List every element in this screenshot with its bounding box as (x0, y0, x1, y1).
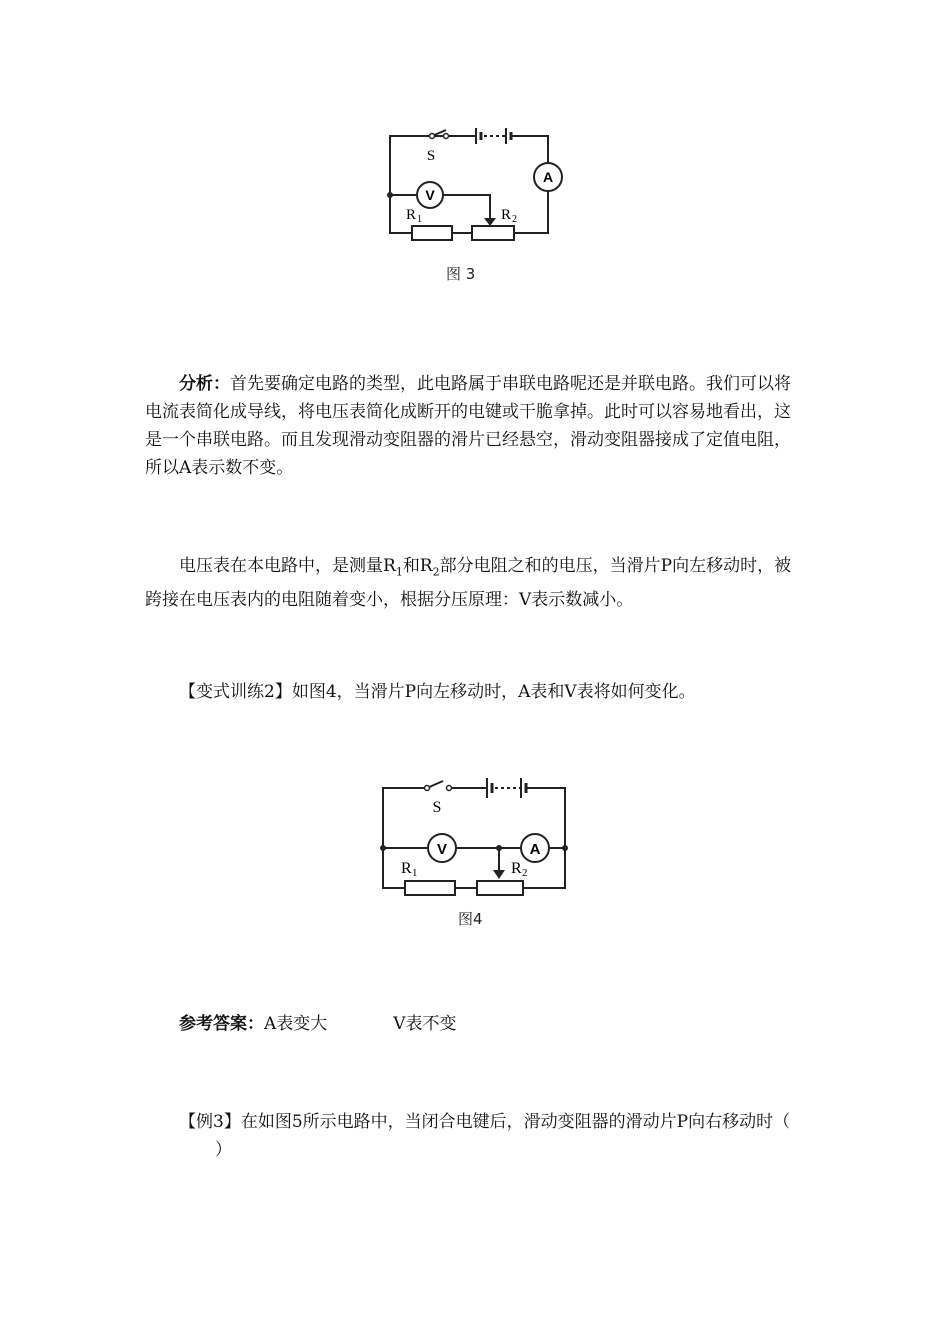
switch-label: S (426, 148, 436, 164)
r1-subscript: 1 (417, 214, 422, 225)
figure-3-caption: 图 3 (446, 265, 476, 283)
voltage-text-3: 部分电阻之和的电压，当滑片P向左移动时，被跨接在电压表内的电阻随着变小，根据分压原理：V表示数减小。 (145, 556, 792, 611)
voltage-text-2: 和R (402, 556, 433, 576)
r2-label-4: R (511, 860, 522, 877)
voltage-sub-2: 2 (432, 565, 440, 579)
example-3-paragraph (145, 1108, 805, 1164)
answer-a: A表变大 (264, 1014, 328, 1034)
voltmeter-label: V (425, 187, 435, 203)
voltage-sub-1: 1 (395, 565, 403, 579)
voltage-paragraph (145, 552, 805, 614)
voltmeter-label-4: V (436, 841, 448, 858)
circuit-diagram-3 (380, 120, 570, 248)
answer-line (179, 1010, 839, 1038)
variant-training-paragraph: 【变式训练2】如图4，当滑片P向左移动时，A表和V表将如何变化。 (179, 682, 696, 702)
analysis-label: 分析： (179, 374, 230, 394)
figure-4-circuit (375, 768, 575, 898)
figure-4-caption: 图4 (458, 910, 483, 928)
voltage-text-1: 电压表在本电路中，是测量R (179, 556, 396, 576)
answer-v: V表不变 (393, 1014, 457, 1034)
r1-label-4: R (401, 860, 412, 877)
r2-subscript: 2 (512, 214, 517, 225)
answer-label: 参考答案： (179, 1014, 264, 1034)
analysis-text: 首先要确定电路的类型，此电路属于串联电路呢还是并联电路。我们可以将电流表简化成导线，将电压表简化成断开的电键或干脆拿掉。此时可以容易地看出，这是一个串联电路。而且发现滑动变阻器的滑片已经悬空，滑动变阻器接成了定值电阻，所以A表示数不变。 (145, 374, 791, 478)
r1-subscript-4: 1 (412, 867, 418, 879)
r2-subscript-4: 2 (522, 867, 528, 879)
analysis-paragraph (145, 370, 805, 482)
example-3-text: 【例3】在如图5所示电路中，当闭合电键后，滑动变阻器的滑动片P向右移动时（ (179, 1112, 791, 1132)
r1-label: R (406, 207, 417, 223)
example-3-close: ） (215, 1140, 232, 1160)
ammeter-label-4: A (529, 841, 541, 858)
switch-label-4: S (432, 799, 442, 816)
circuit-diagram-4 (375, 768, 575, 898)
r2-label: R (501, 207, 512, 223)
figure-3-circuit (380, 120, 570, 248)
ammeter-label: A (542, 169, 554, 185)
